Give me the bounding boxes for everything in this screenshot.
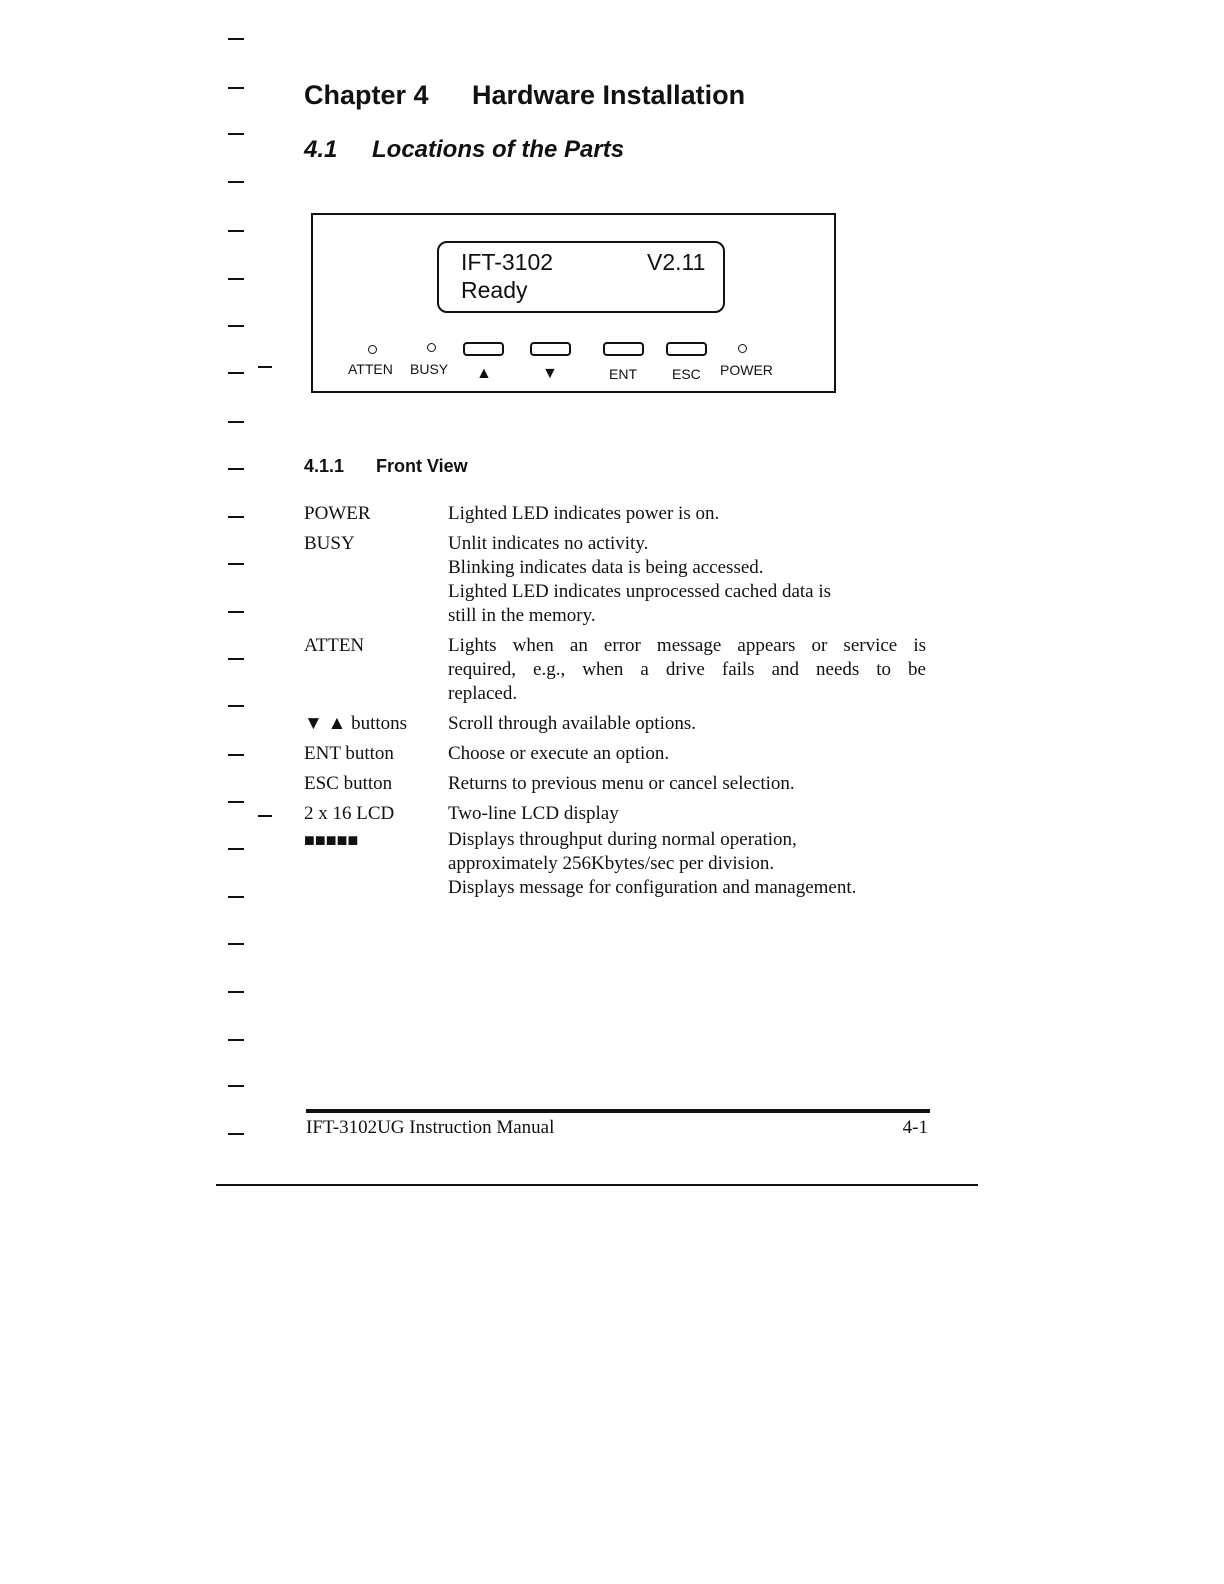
page-bottom-rule bbox=[216, 1184, 978, 1186]
desc-line: Two-line LCD display bbox=[448, 803, 619, 824]
lcd-model: IFT-3102 bbox=[461, 249, 554, 275]
ent-button bbox=[603, 342, 644, 356]
busy-led bbox=[427, 343, 436, 352]
definition-term: ESC button bbox=[304, 773, 393, 794]
desc-line: replaced. bbox=[448, 683, 518, 704]
footer-rule bbox=[306, 1109, 930, 1113]
definition-desc bbox=[448, 772, 926, 796]
down-button bbox=[530, 342, 571, 356]
page-number: 4-1 bbox=[902, 1117, 928, 1138]
margin-mark bbox=[228, 278, 244, 280]
desc-line: Lights when an error message appears or service is bbox=[448, 635, 926, 656]
margin-mark bbox=[228, 611, 244, 613]
margin-mark bbox=[228, 516, 244, 518]
definition-term: ENT button bbox=[304, 743, 394, 764]
desc-line: Blinking indicates data is being accessed. bbox=[448, 557, 764, 578]
ent-label: ENT bbox=[609, 366, 637, 382]
margin-mark bbox=[228, 230, 244, 232]
down-arrow-icon: ▼ bbox=[542, 365, 558, 382]
definition-desc bbox=[448, 634, 926, 706]
footer-manual-title: IFT-3102UG Instruction Manual bbox=[306, 1117, 555, 1138]
definition-desc bbox=[448, 532, 926, 628]
margin-mark bbox=[228, 1133, 244, 1135]
desc-line: required, e.g., when a drive fails and needs to be bbox=[448, 659, 926, 680]
power-led bbox=[738, 344, 747, 353]
definition-term: POWER bbox=[304, 503, 371, 524]
subsection-number: 4.1.1 bbox=[304, 456, 345, 476]
margin-mark bbox=[228, 468, 244, 470]
lcd-status: Ready bbox=[461, 277, 528, 303]
up-button bbox=[463, 342, 504, 356]
chapter-number: Chapter 4 bbox=[304, 80, 429, 110]
margin-mark bbox=[228, 325, 244, 327]
section-number: 4.1 bbox=[304, 136, 338, 163]
margin-mark bbox=[228, 943, 244, 945]
subsection-heading bbox=[304, 456, 468, 477]
margin-mark bbox=[228, 181, 244, 183]
throughput-meter-icon: ■■■■■ bbox=[304, 830, 359, 850]
margin-mark bbox=[258, 815, 272, 817]
esc-label: ESC bbox=[672, 366, 701, 382]
chapter-heading bbox=[304, 80, 745, 111]
lcd-display bbox=[437, 241, 725, 313]
margin-mark bbox=[228, 133, 244, 135]
margin-mark bbox=[258, 366, 272, 368]
definition-desc bbox=[448, 712, 926, 736]
definition-desc bbox=[448, 828, 926, 900]
section-heading bbox=[304, 136, 624, 164]
margin-mark bbox=[228, 848, 244, 850]
front-panel-diagram bbox=[311, 213, 836, 393]
desc-line: Choose or execute an option. bbox=[448, 743, 670, 764]
definition-desc bbox=[448, 802, 926, 826]
up-arrow-icon: ▲ bbox=[476, 365, 492, 382]
desc-line: approximately 256Kbytes/sec per division. bbox=[448, 853, 775, 874]
margin-mark bbox=[228, 1039, 244, 1041]
margin-mark bbox=[228, 658, 244, 660]
desc-line: Displays throughput during normal operation, bbox=[448, 829, 797, 850]
desc-line: still in the memory. bbox=[448, 605, 596, 626]
section-title: Locations of the Parts bbox=[372, 136, 625, 163]
definition-desc bbox=[448, 742, 926, 766]
margin-mark bbox=[228, 421, 244, 423]
atten-led bbox=[368, 345, 377, 354]
esc-button bbox=[666, 342, 707, 356]
definition-term: ATTEN bbox=[304, 635, 365, 656]
power-label: POWER bbox=[720, 362, 773, 378]
margin-mark bbox=[228, 563, 244, 565]
definition-term: ▼ ▲ buttons bbox=[304, 713, 408, 734]
definition-term: 2 x 16 LCD bbox=[304, 803, 395, 824]
margin-mark bbox=[228, 754, 244, 756]
lcd-version: V2.11 bbox=[647, 249, 706, 275]
desc-line: Scroll through available options. bbox=[448, 713, 697, 734]
desc-line: Lighted LED indicates unprocessed cached data is bbox=[448, 581, 832, 602]
definition-desc bbox=[448, 502, 926, 526]
margin-mark bbox=[228, 87, 244, 89]
chapter-title: Hardware Installation bbox=[472, 80, 746, 110]
margin-mark bbox=[228, 991, 244, 993]
definition-term: BUSY bbox=[304, 533, 355, 554]
atten-label: ATTEN bbox=[348, 361, 393, 377]
margin-mark bbox=[228, 38, 244, 40]
desc-line: Displays message for configuration and management. bbox=[448, 877, 857, 898]
desc-line: Lighted LED indicates power is on. bbox=[448, 503, 720, 524]
subsection-title: Front View bbox=[376, 456, 468, 476]
margin-mark bbox=[228, 896, 244, 898]
margin-mark bbox=[228, 372, 244, 374]
margin-mark bbox=[228, 801, 244, 803]
margin-mark bbox=[228, 705, 244, 707]
desc-line: Unlit indicates no activity. bbox=[448, 533, 649, 554]
margin-mark bbox=[228, 1085, 244, 1087]
desc-line: Returns to previous menu or cancel selection. bbox=[448, 773, 795, 794]
busy-label: BUSY bbox=[410, 361, 449, 377]
